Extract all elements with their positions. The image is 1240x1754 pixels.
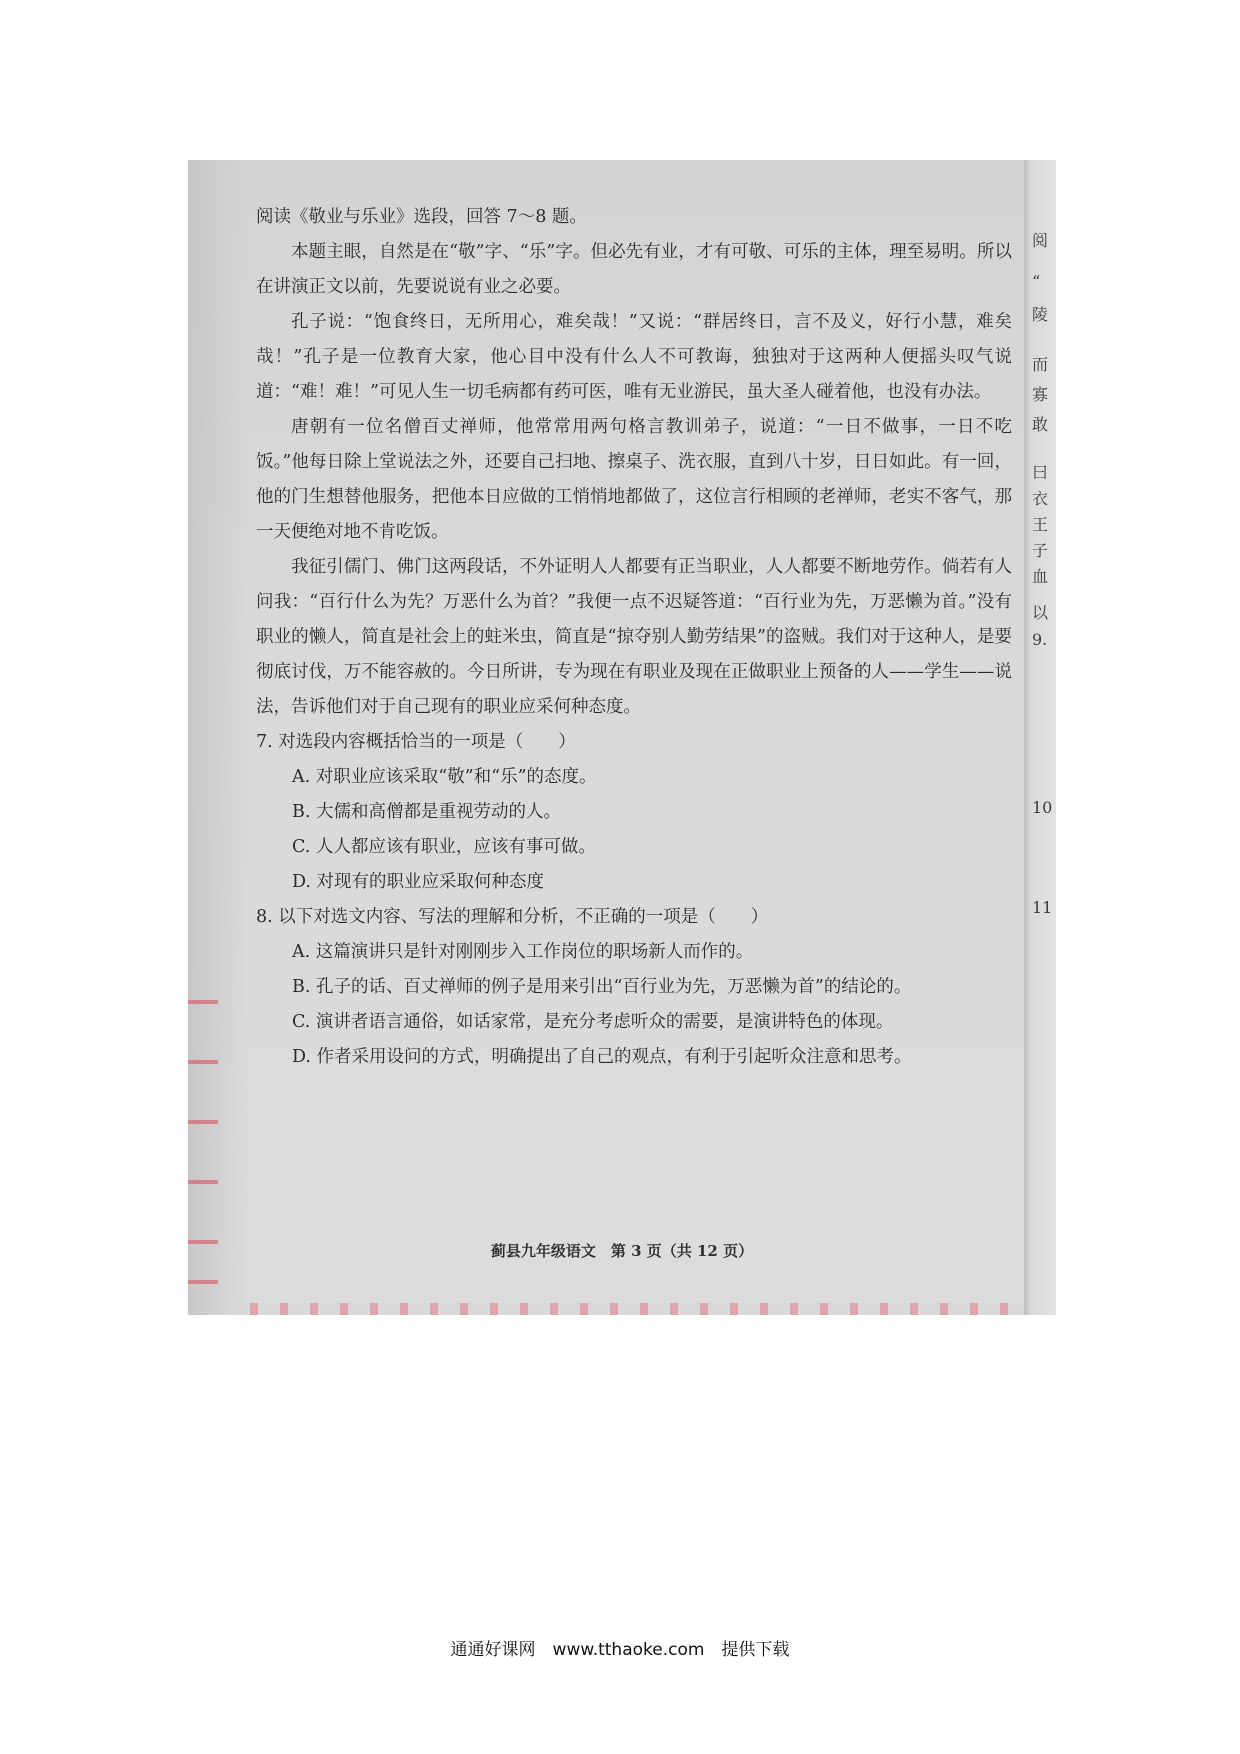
adjacent-page-char: 血 [1032, 567, 1049, 586]
passage-paragraph: 唐朝有一位名僧百丈禅师，他常常用两句格言教训弟子，说道：“一日不做事，一日不吃饭。”他每日除上堂说法之外，还要自己扫地、擦桌子、洗衣服，直到八十岁，日日如此。有一回，他的门生想替他服务，把他本日应做的工悄悄地都做了，这位言行相顾的老禅师，老实不客气，那一天便绝对地不肯吃饭。 [256, 417, 1012, 542]
red-stripe [188, 1060, 218, 1064]
red-stripe [188, 1000, 218, 1004]
adjacent-page-char: 阅 [1032, 231, 1049, 250]
red-stripe [188, 1280, 218, 1284]
question-8-option-a: A. 这篇演讲只是针对刚刚步入工作岗位的职场新人而作的。 [292, 942, 754, 962]
adjacent-page-char: 曰 [1032, 463, 1049, 482]
red-stripe [188, 1180, 218, 1184]
red-pattern-edge [228, 1303, 1056, 1315]
exam-sheet [256, 200, 1012, 1075]
passage-paragraph: 本题主眼，自然是在“敬”字、“乐”字。但必先有业，才有可敬、可乐的主体，理至易明。所以在讲演正文以前，先要说说有业之必要。 [256, 242, 1012, 297]
adjacent-page-char: 而 [1032, 355, 1049, 374]
adjacent-page-char: 衣 [1032, 489, 1049, 508]
question-8-option-d: D. 作者采用设问的方式，明确提出了自己的观点，有利于引起听众注意和思考。 [292, 1047, 912, 1067]
adjacent-page-char: 9. [1032, 630, 1048, 649]
reading-instruction: 阅读《敬业与乐业》选段，回答 7～8 题。 [256, 207, 587, 227]
question-8-option-c: C. 演讲者语言通俗，如话家常，是充分考虑听众的需要，是演讲特色的体现。 [292, 1012, 894, 1032]
adjacent-page-char: 敢 [1032, 415, 1049, 434]
question-7-option-b: B. 大儒和高僧都是重视劳动的人。 [292, 802, 561, 822]
question-8-stem: 8. 以下对选文内容、写法的理解和分析，不正确的一项是（ ） [256, 907, 769, 927]
adjacent-page-edge [1024, 160, 1056, 1315]
passage-paragraph: 孔子说：“饱食终日，无所用心，难矣哉！”又说：“群居终日，言不及义，好行小慧，难矣哉！”孔子是一位教育大家，他心目中没有什么人不可教诲，独独对于这两种人便摇头叹气说道：“难！难！”可见人生一切毛病都有药可医，唯有无业游民，虽大圣人碰着他，也没有办法。 [256, 312, 1012, 402]
page-footer: 蓟县九年级语文 第 3 页（共 12 页） [490, 1242, 754, 1260]
red-stripe [188, 1120, 218, 1124]
adjacent-page-char: 陵 [1032, 305, 1049, 324]
adjacent-page-char: 以 [1032, 603, 1049, 622]
question-7-option-a: A. 对职业应该采取“敬”和“乐”的态度。 [292, 767, 597, 787]
adjacent-page-char: “ [1032, 272, 1041, 291]
question-8-option-b: B. 孔子的话、百丈禅师的例子是用来引出“百行业为先，万恶懒为首”的结论的。 [292, 977, 912, 997]
adjacent-page-char: 寡 [1032, 385, 1049, 404]
adjacent-page-char: 王 [1032, 515, 1049, 534]
adjacent-page-char: 10 [1032, 798, 1053, 817]
passage-paragraph: 我征引儒门、佛门这两段话，不外证明人人都要有正当职业，人人都要不断地劳作。倘若有人问我：“百行什么为先？万恶什么为首？”我便一点不迟疑答道：“百行业为先，万恶懒为首。”没有职业的懒人，简直是社会上的蛀米虫，简直是“掠夺别人勤劳结果”的盗贼。我们对于这种人，是要彻底讨伐，万不能容赦的。今日所讲，专为现在有职业及现在正做职业上预备的人——学生——说法，告诉他们对于自己现有的职业应采何种态度。 [256, 557, 1012, 717]
download-credit: 通通好课网 www.tthaoke.com 提供下载 [450, 1640, 790, 1660]
page-shadow [188, 160, 248, 1315]
question-7-option-c: C. 人人都应该有职业，应该有事可做。 [292, 837, 596, 857]
scanned-page-photo [188, 160, 1056, 1315]
adjacent-page-char: 子 [1032, 541, 1049, 560]
adjacent-page-char: 11 [1032, 898, 1053, 917]
question-7-option-d: D. 对现有的职业应采取何种态度 [292, 872, 545, 892]
question-7-stem: 7. 对选段内容概括恰当的一项是（ ） [256, 732, 576, 752]
